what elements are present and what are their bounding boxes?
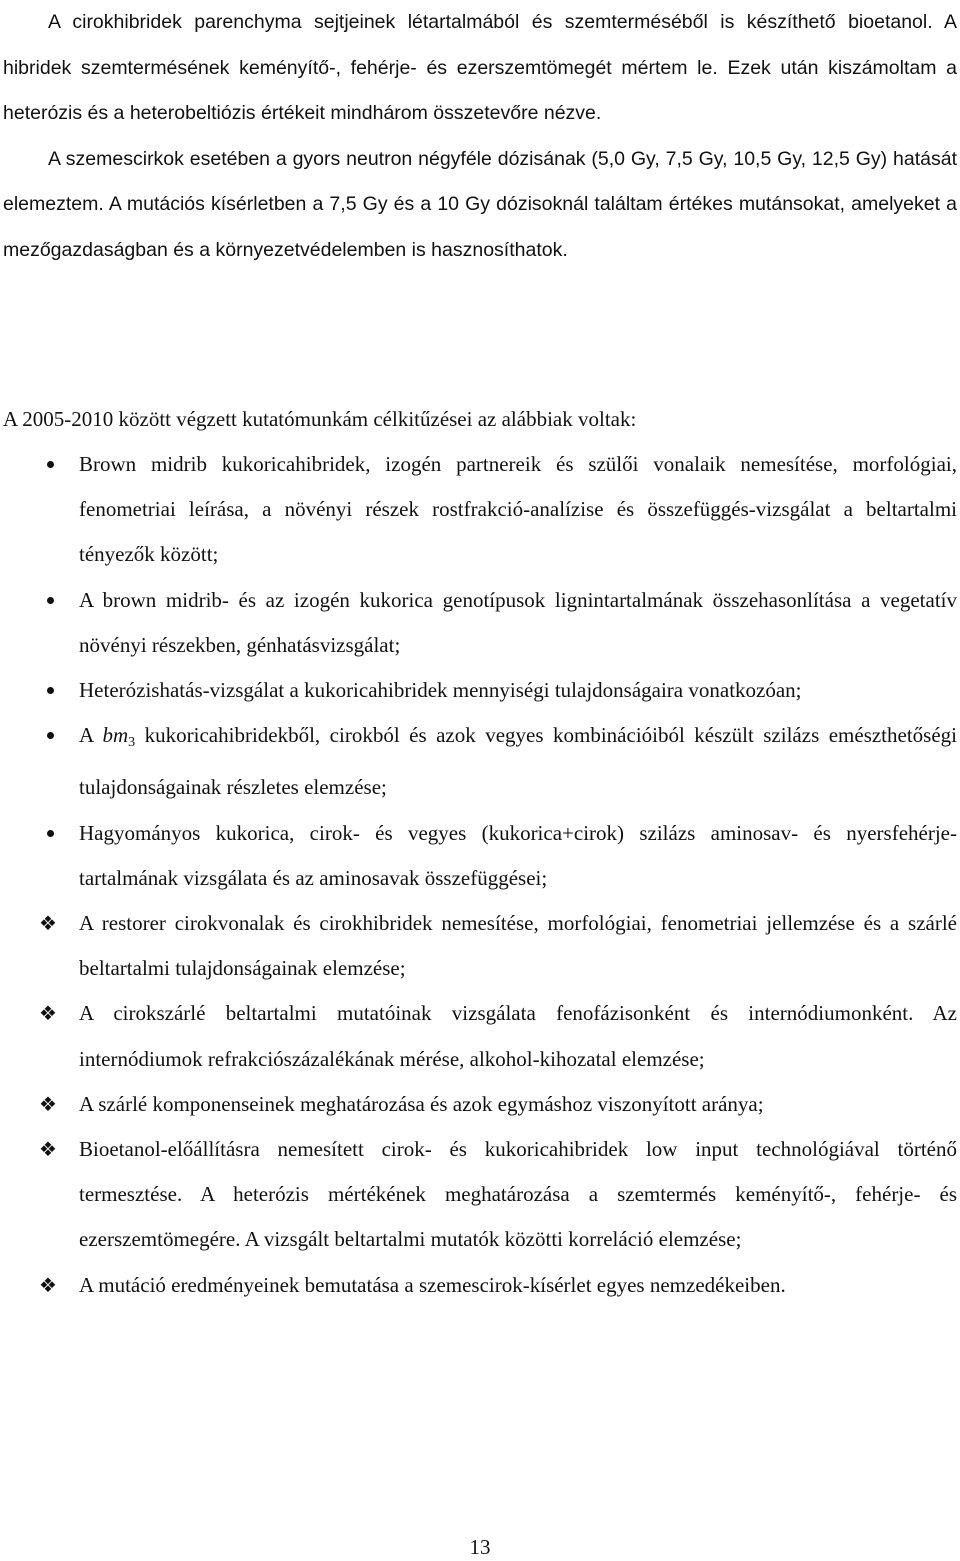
list-item (0, 991, 960, 1081)
bullet-dot-icon (38, 668, 62, 713)
list-item-text (79, 723, 957, 799)
diamond-bullet-icon: ❖ (39, 1091, 57, 1116)
objectives-list (0, 442, 960, 1308)
list-item-text: A mutáció eredményeinek bemutatása a szemescirok-kísérlet egyes nemzedékeiben. (79, 1272, 786, 1297)
intro-section (3, 0, 957, 273)
subscript: 3 (128, 735, 136, 751)
list-item-text: Brown midrib kukoricahibridek, izogén partnereik és szülői vonalaik nemesítése, morfológiai, fenometriai leírása, a növényi részek rostfrakció-analízise és összefüggés-vizsgálat a beltartalmi tényezők között; (79, 452, 957, 567)
list-item-prefix: A (79, 723, 103, 748)
list-item (0, 442, 960, 578)
diamond-bullet-icon: ❖ (39, 1001, 57, 1026)
list-item (0, 1082, 960, 1127)
bullet-dot-icon (38, 578, 62, 623)
list-item (0, 668, 960, 713)
intro-paragraph-1: A cirokhibridek parenchyma sejtjeinek létartalmából és szemterméséből is készíthető bioetanol. A hibridek szemtermésének keményítő-, fehérje- és ezerszemtömegét mértem le. Ezek után kiszámoltam a heterózis és a heterobeltiózis értékeit mindhárom összetevőre nézve. (3, 11, 957, 124)
list-item-text: Heterózishatás-vizsgálat a kukoricahibridek mennyiségi tulajdonságaira vonatkozóan; (79, 678, 802, 703)
list-item-text: Hagyományos kukorica, cirok- és vegyes (kukorica+cirok) szilázs aminosav- és nyersfehérje-tartalmának vizsgálata és az aminosavak összefüggései; (79, 820, 957, 890)
diamond-bullet-icon: ❖ (39, 1137, 57, 1162)
list-item-suffix: kukoricahibridekből, cirokból és azok vegyes kombinációiból készült szilázs emészthetőségi tulajdonságainak részletes elemzése; (79, 723, 958, 800)
list-item (0, 578, 960, 668)
bullet-dot-icon (38, 442, 62, 487)
bullet-dot-icon (38, 713, 62, 758)
list-item-text: A szárlé komponenseinek meghatározása és azok egymáshoz viszonyított aránya; (79, 1091, 764, 1116)
list-item (0, 1263, 960, 1308)
list-item (0, 713, 960, 810)
list-item-text: A brown midrib- és az izogén kukorica genotípusok lignintartalmának összehasonlítása a vegetatív növényi részekben, génhatásvizsgálat; (79, 587, 957, 657)
page-number: 13 (469, 1535, 491, 1559)
diamond-bullet-icon: ❖ (39, 1272, 57, 1297)
objectives-heading: A 2005-2010 között végzett kutatómunkám célkitűzései az alábbiak voltak: (3, 407, 637, 431)
intro-paragraph-2: A szemescirkok esetében a gyors neutron négyféle dózisának (5,0 Gy, 7,5 Gy, 10,5 Gy, 12,5 Gy) hatását elemeztem. A mutációs kísérletben a 7,5 Gy és a 10 Gy dózisoknál találtam értékes mutánsokat, amelyeket a mezőgazdaságban és a környezetvédelemben is hasznosíthatok. (3, 147, 957, 261)
list-item (0, 811, 960, 901)
list-item (0, 1127, 960, 1263)
diamond-bullet-icon: ❖ (39, 911, 57, 936)
italic-term: bm (102, 723, 129, 748)
list-item (0, 901, 960, 991)
list-item-text: Bioetanol-előállításra nemesített cirok- és kukoricahibridek low input technológiával történő termesztése. A heterózis mértékének meghatározása a szemtermés keményítő-, fehérje- és ezerszemtömegére. A vizsgált beltartalmi mutatók közötti korreláció elemzése; (79, 1137, 957, 1252)
bullet-dot-icon (38, 811, 62, 856)
list-item-text: A restorer cirokvonalak és cirokhibridek nemesítése, morfológiai, fenometriai jellemzése és a szárlé beltartalmi tulajdonságainak elemzése; (79, 911, 957, 981)
list-item-text: A cirokszárlé beltartalmi mutatóinak vizsgálata fenofázisonként és internódiumonként. Az internódiumok refrakciószázalékának mérése, alkohol-kihozatal elemzése; (79, 1001, 957, 1071)
